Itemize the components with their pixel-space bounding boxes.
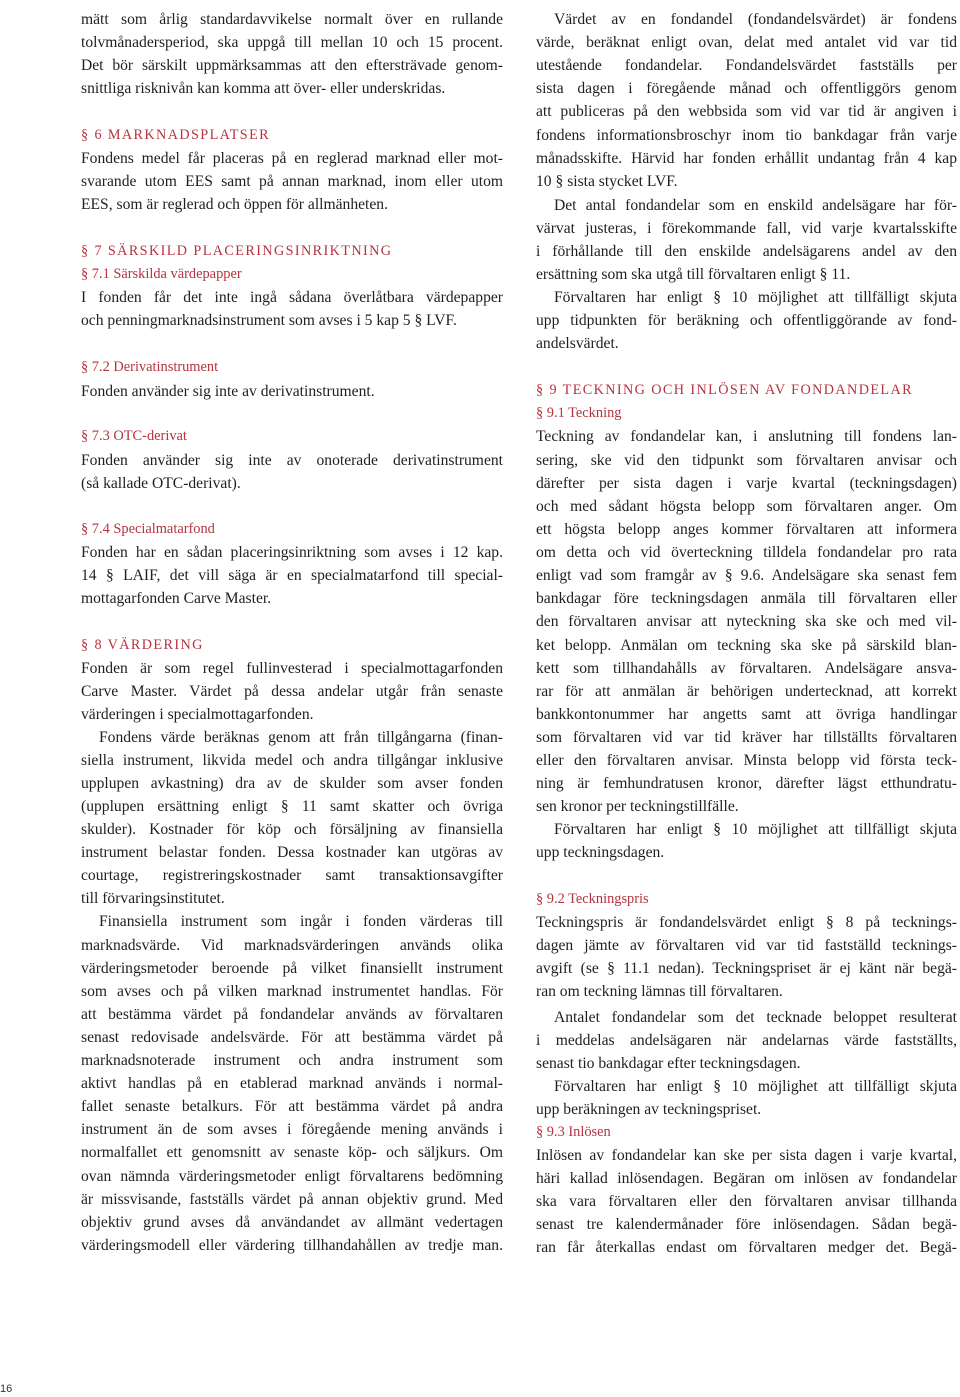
body-text-line: sering, ske vid den tidpunkt som förvaltaren anvisar och [536,452,957,469]
body-text-line: avgift (se § 11.1 nedan). Teckningspriset är ej känt när begä- [536,960,957,977]
body-text-line: eller den förvaltaren anvisar. Minsta belopp vid första teck- [536,752,957,769]
body-text-line: bankdagar före teckningsdagen anmäla till förvaltaren eller [536,590,957,607]
body-text-line: Förvaltaren har enligt § 10 möjlighet att tillfälligt skjuta [554,1078,957,1095]
body-text-line: dagen jämte av förvaltaren vid var tid fastställd tecknings- [536,937,957,954]
body-text-line: värde, beräknat enligt ovan, delat med antalet vid var tid [536,34,957,51]
body-text-line: tolvmånadersperiod, ska uppgå till mellan 10 och 15 procent. [81,34,503,51]
section-heading: § 8 VÄRDERING [81,637,204,653]
body-text-line: månadsskifte. Härvid har fonden erhållit undantag från 4 kap [536,150,957,167]
section-heading: § 6 MARKNADSPLATSER [81,127,270,143]
body-text-line: Fonden använder sig inte av derivatinstrument. [81,383,375,400]
body-text-line: värvat justeras, i förekommande fall, vid varje kvartalsskifte [536,220,957,237]
subsection-heading: § 9.3 Inlösen [536,1124,611,1140]
body-text-line: värderingsmodell eller värdering tillhandahållen av tredje man. [81,1237,503,1254]
body-text-line: som avses och på vilken marknad instrumentet handlas. För [81,983,503,1000]
body-text-line: andelsvärdet. [536,335,619,352]
body-text-line: i förhållande till den enskilde andelsägarens andel av den [536,243,957,260]
section-heading: § 9 TECKNING OCH INLÖSEN AV FONDANDELAR [536,382,913,398]
body-text-line: senast redovisade andelsvärde. För att bestämma värdet på [81,1029,503,1046]
body-text-line: Det bör särskilt uppmärksammas att den eftersträvade genom- [81,57,503,74]
body-text-line: utestående fondandelar. Fondandelsvärdet fastställs per [536,57,957,74]
body-text-line: senast tio bankdagar efter teckningsdagen. [536,1055,801,1072]
body-text-line: värderingen i specialmottagarfonden. [81,706,314,723]
body-text-line: kett som tillhandahålls av förvaltaren. Andelsägare ansva- [536,660,957,677]
body-text-line: Det antal fondandelar som en enskild andelsägare har för- [554,197,957,214]
body-text-line: upp beräkningen av teckningspriset. [536,1101,762,1118]
body-text-line: ning är femhundratusen kronor, därefter lägst etthundratu- [536,775,957,792]
body-text-line: rar för att anmälan är behörigen undertecknad, att korrekt [536,683,957,700]
body-text-line: EES, som är reglerad och öppen för allmänheten. [81,196,389,213]
body-text-line: senast tre kalendermånader före inlösendagen. Sådan begä- [536,1216,957,1233]
body-text-line: (så kallade OTC-derivat). [81,475,241,492]
body-text-line: ran om teckning lämnas till förvaltaren. [536,983,783,1000]
body-text-line: ket belopp. Anmälan om teckning ska ske på särskild blan- [536,637,957,654]
body-text-line: upp teckningsdagen. [536,844,665,861]
body-text-line: 10 § sista stycket LVF. [536,173,678,190]
body-text-line: Fonden använder sig inte av onoterade derivatinstrument [81,452,503,469]
body-text-line: ran får återkallas endast om förvaltaren medger det. Begä- [536,1239,957,1256]
body-text-line: marknadsvärde. Vid marknadsvärderingen används olika [81,937,503,954]
body-text-line: svarande utom EES samt på annan marknad, inom eller utom [81,173,503,190]
body-text-line: marknadsnoterade instrument och andra instrument som [81,1052,503,1069]
page-number: 16 [0,1383,13,1395]
body-text-line: Antalet fondandelar som det tecknade beloppet resulterat [554,1009,957,1026]
body-text-line: Inlösen av fondandelar kan ske per sista dagen i varje kvartal, [536,1147,957,1164]
body-text-line: normalfallet ett genomsnitt av senaste köp- och säljkurs. Om [81,1144,503,1161]
body-text-line: Fonden är som regel fullinvesterad i specialmottagarfonden [81,660,503,677]
body-text-line: I fonden får det inte ingå sådana överlåtbara värdepapper [81,289,503,306]
body-text-line: instrument än de som avses i föregående mening används i [81,1121,503,1138]
subsection-heading: § 7.3 OTC-derivat [81,428,187,444]
body-text-line: instrument belastar fonden. Dessa kostnader kan utgöras av [81,844,503,861]
body-text-line: aktivt handlas på en etablerad marknad används i normal- [81,1075,503,1092]
body-text-line: den förvaltaren anvisar att nyteckning ska ske och med vil- [536,613,957,630]
body-text-line: Fondens medel får placeras på en reglerad marknad eller mot- [81,150,503,167]
body-text-line: i meddelas andelsägaren när andelarnas värde fastställts, [536,1032,957,1049]
body-text-line: bankkontonummer har angetts samt att övriga handlingar [536,706,957,723]
body-text-line: och med sådant högsta belopp som förvaltaren anger. Om [536,498,957,515]
body-text-line: Teckning av fondandelar kan, i anslutning till fondens lan- [536,428,957,445]
body-text-line: mätt som årlig standardavvikelse normalt över en rullande [81,11,503,28]
subsection-heading: § 7.2 Derivatinstrument [81,359,219,375]
body-text-line: skulder). Kostnader för köp och försäljning av finansiella [81,821,503,838]
body-text-line: Fonden har en sådan placeringsinriktning som avses i 12 kap. [81,544,503,561]
body-text-line: Förvaltaren har enligt § 10 möjlighet att tillfälligt skjuta [554,289,957,306]
body-text-line: att bestämma värdet på fondandelar används av förvaltaren [81,1006,503,1023]
body-text-line: ska vara förvaltaren eller den förvaltaren anvisar tillhanda [536,1193,957,1210]
body-text-line: Teckningspris är fondandelsvärdet enligt § 8 på tecknings- [536,914,957,931]
subsection-heading: § 9.2 Teckningspris [536,891,649,907]
body-text-line: Carve Master. Värdet på dessa andelar utgår från senaste [81,683,503,700]
body-text-line: fallet senaste betalkurs. För att bestämma värdet på andra [81,1098,503,1115]
body-text-line: upplupen avkastning) dra av de skulder som avser fonden [81,775,503,792]
body-text-line: att publiceras på den webbsida som vid var tid är angiven i [536,103,957,120]
body-text-line: siella instrument, likvida medel och andra tillgångar inklusive [81,752,503,769]
body-text-line: om detta och vid överteckning tilldela fondandelar pro rata [536,544,957,561]
body-text-line: snittliga risknivån kan komma att över- eller underskridas. [81,80,446,97]
body-text-line: 14 § LAIF, det vill säga är en specialmatarfond till special- [81,567,503,584]
body-text-line: och penningmarknadsinstrument som avses i 5 kap 5 § LVF. [81,312,457,329]
subsection-heading: § 9.1 Teckning [536,405,622,421]
body-text-line: upp tidpunkten för beräkning och offentliggörande av fond- [536,312,957,329]
body-text-line: (upplupen ersättning enligt § 11 samt skatter och övriga [81,798,503,815]
body-text-line: häri kallad inlösendagen. Begäran om inlösen av fondandelar [536,1170,957,1187]
body-text-line: Finansiella instrument som ingår i fonden värderas till [99,913,503,930]
subsection-heading: § 7.4 Specialmatarfond [81,521,215,537]
body-text-line: värderingsmetoder beroende på vilket finansiellt instrument [81,960,503,977]
body-text-line: Förvaltaren har enligt § 10 möjlighet att tillfälligt skjuta [554,821,957,838]
body-text-line: som förvaltaren vid var tid kräver har tillställts förvaltaren [536,729,957,746]
body-text-line: till förvaringsinstitutet. [81,890,225,907]
subsection-heading: § 7.1 Särskilda värdepapper [81,266,242,282]
body-text-line: ovan nämnda värderingsmetoder enligt förvaltarens bedömning [81,1168,503,1185]
body-text-line: fondens informationsbroschyr inom tio bankdagar från varje [536,127,957,144]
body-text-line: därefter per sista dagen i varje kvartal (teckningsdagen) [536,475,957,492]
body-text-line: objektiv grund avses då användandet av allmänt vedertagen [81,1214,503,1231]
body-text-line: är missvisande, fastställs värdet på annan objektiv grund. Med [81,1191,503,1208]
body-text-line: ersättning som ska utgå till förvaltaren enligt § 11. [536,266,851,283]
body-text-line: Fondens värde beräknas genom att från tillgångarna (finan- [99,729,503,746]
body-text-line: sen kronor per teckningstillfälle. [536,798,739,815]
body-text-line: courtage, registreringskostnader samt transaktionsavgifter [81,867,503,884]
body-text-line: mottagarfonden Carve Master. [81,590,272,607]
body-text-line: ett högsta belopp anges kommer förvaltaren att informera [536,521,957,538]
body-text-line: enligt vad som framgår av § 9.6. Andelsägare ska senast fem [536,567,957,584]
body-text-line: sista dagen i föregående månad och offentliggörs genom [536,80,957,97]
body-text-line: Värdet av en fondandel (fondandelsvärdet) är fondens [554,11,957,28]
section-heading: § 7 SÄRSKILD PLACERINGSINRIKTNING [81,243,393,259]
